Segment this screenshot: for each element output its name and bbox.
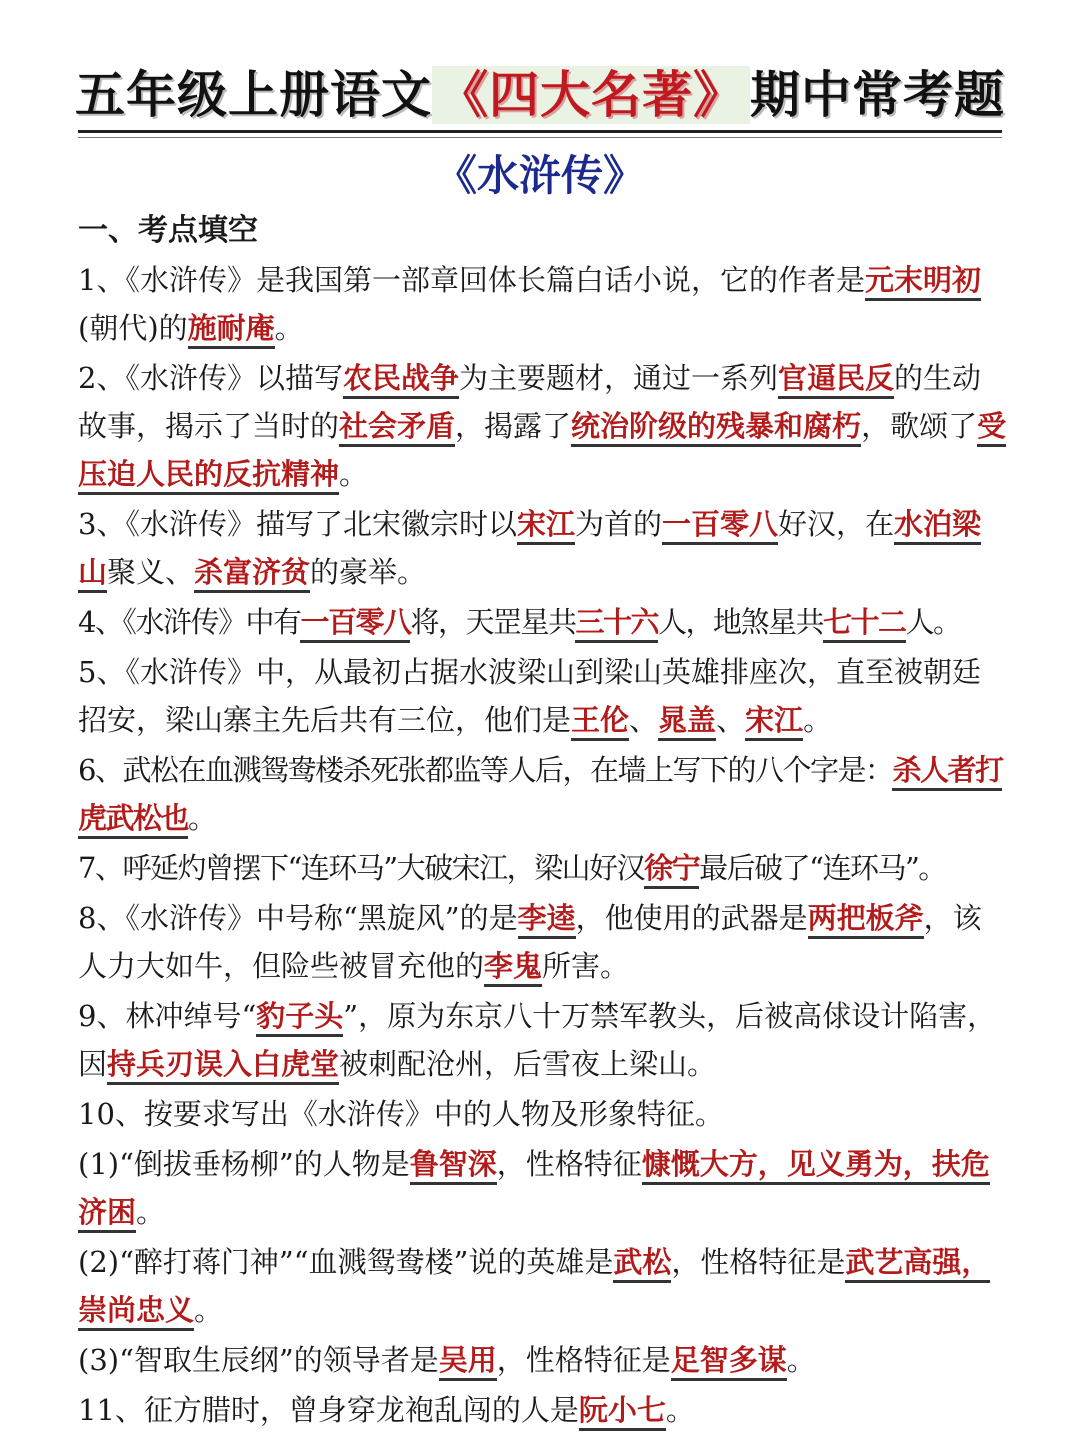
question-item (78, 354, 1008, 498)
question-text: (3)“智取生辰纲”的领导者是 (78, 1343, 439, 1377)
answer-text: 宋江 (745, 703, 803, 741)
answer-text: 统治阶级的残暴和腐朽 (571, 409, 861, 447)
question-text: 9、林冲绰号“ (78, 999, 257, 1033)
answer-text: 李逵 (518, 901, 576, 939)
question-text: 聚义、 (107, 555, 195, 589)
book-subtitle: 《水浒传》 (434, 151, 645, 200)
question-text: 。 (339, 457, 369, 491)
question-text: 。 (803, 703, 833, 737)
answer-text: 施耐庵 (188, 311, 275, 349)
question-text: 。 (665, 1393, 695, 1427)
question-text: 的豪举。 (310, 555, 427, 589)
question-text: 人。 (905, 605, 961, 639)
answer-text: 两把板斧 (808, 901, 924, 939)
question-text: 11、征方腊时，曾身穿龙袍乱闯的人是 (78, 1393, 579, 1427)
question-item (78, 844, 1008, 892)
question-text: ，该人力大如牛，但险些被冒充他的 (78, 901, 982, 983)
title-text-after: 期中常考题 (750, 66, 1005, 124)
title-underline (78, 130, 1002, 133)
question-item (78, 746, 1008, 842)
question-text: 5、《水浒传》中，从最初占据水波梁山到梁山英雄排座次，直至被朝廷招安，梁山寨主先后共有三位，他们是 (78, 655, 981, 737)
question-text: 。 (194, 1293, 224, 1327)
question-text: 8、《水浒传》中号称“黑旋风”的是 (78, 901, 518, 935)
question-item (78, 256, 1008, 352)
question-item (78, 648, 1008, 744)
answer-text: 一百零八 (662, 507, 778, 545)
answer-text: 三十六 (575, 605, 658, 643)
question-item (78, 992, 1008, 1088)
answer-text: 阮小七 (579, 1393, 666, 1431)
question-text: 、 (716, 703, 746, 737)
question-text: 10、按要求写出《水浒传》中的人物及形象特征。 (78, 1097, 724, 1131)
question-text: (1)“倒拔垂杨柳”的人物是 (78, 1147, 410, 1181)
answer-text: 武艺高强，崇尚忠义 (78, 1245, 990, 1331)
answer-text: 吴用 (439, 1343, 497, 1381)
question-text: 将，天罡星共 (410, 605, 576, 639)
answer-text: 李鬼 (484, 949, 542, 987)
section-heading: 一、考点填空 (78, 213, 258, 248)
question-text: 1、《水浒传》是我国第一部章回体长篇白话小说，它的作者是 (78, 263, 865, 297)
question-text: 。 (136, 1195, 166, 1229)
answer-text: 杀人者打虎武松也 (78, 753, 1002, 839)
answer-text: 武松 (613, 1245, 671, 1283)
question-text: 。 (786, 1343, 816, 1377)
question-text: 3、《水浒传》描写了北宋徽宗时以 (78, 507, 517, 541)
question-text: (朝代)的 (78, 311, 188, 345)
question-text: ”，原为东京八十万禁军教头，后被高俅设计陷害，因 (78, 999, 997, 1081)
title-bar (0, 60, 1080, 130)
question-text: 人，地煞星共 (658, 605, 824, 639)
question-text: 为主要题材，通过一系列 (458, 361, 778, 395)
question-text: 好汉，在 (778, 507, 895, 541)
question-item (78, 894, 1008, 990)
answer-text: 农民战争 (343, 361, 459, 399)
answer-text: 社会矛盾 (339, 409, 455, 447)
answer-text: 徐宁 (644, 851, 699, 889)
question-item (78, 500, 1008, 596)
answer-text: 官逼民反 (778, 361, 894, 399)
question-item (78, 1238, 1008, 1334)
answer-text: 七十二 (823, 605, 906, 643)
question-text: ，性格特征是 (671, 1245, 846, 1279)
title-text-before: 五年级上册语文 (75, 66, 432, 124)
question-text: (2)“醉打蒋门神”“血溅鸳鸯楼”说的英雄是 (78, 1245, 614, 1279)
question-text: 。 (188, 801, 216, 835)
title-highlight: 《四大名著》 (432, 66, 750, 124)
question-text: 、 (629, 703, 659, 737)
answer-text: 慷慨大方，见义勇为，扶危济困 (78, 1147, 990, 1233)
question-text: 4、《水浒传》中有 (78, 605, 301, 639)
answer-text: 持兵刃误入白虎堂 (107, 1047, 339, 1085)
question-list (78, 208, 1008, 1436)
answer-text: 鲁智深 (410, 1147, 497, 1185)
question-text: 被刺配沧州，后雪夜上梁山。 (339, 1047, 717, 1081)
question-text: 7、呼延灼曾摆下“连环马”大破宋江，梁山好汉 (78, 851, 645, 885)
question-text: ，性格特征 (496, 1147, 642, 1181)
answer-text: 足智多谋 (671, 1343, 787, 1381)
question-text: 为首的 (574, 507, 662, 541)
question-text: ，歌颂了 (861, 409, 978, 443)
page-title (75, 60, 1005, 130)
question-text: ，他使用的武器是 (575, 901, 808, 935)
answer-text: 王伦 (571, 703, 629, 741)
answer-text: 水泊梁山 (78, 507, 981, 593)
question-text: ，性格特征是 (496, 1343, 671, 1377)
question-text: 。 (274, 311, 304, 345)
answer-text: 豹子头 (256, 999, 343, 1037)
question-text: 2、《水浒传》以描写 (78, 361, 343, 395)
answer-text: 晁盖 (658, 703, 716, 741)
question-text: 最后破了“连环马”。 (699, 851, 946, 885)
answer-text: 受压迫人民的反抗精神 (78, 409, 1006, 495)
question-text: ，揭露了 (455, 409, 572, 443)
question-item (78, 1090, 1008, 1138)
answer-text: 宋江 (517, 507, 575, 545)
question-text: 所害。 (542, 949, 630, 983)
question-item (78, 1386, 1008, 1434)
question-text: 的生动故事，揭示了当时的 (78, 361, 982, 443)
question-item (78, 598, 1008, 646)
question-item (78, 1140, 1008, 1236)
question-text: 6、武松在血溅鸳鸯楼杀死张都监等人后，在墙上写下的八个字是： (78, 753, 893, 787)
title-underline-thin (78, 137, 1002, 138)
answer-text: 杀富济贫 (194, 555, 310, 593)
question-item (78, 1336, 1008, 1384)
answer-text: 一百零八 (300, 605, 410, 643)
answer-text: 元末明初 (865, 263, 981, 301)
items-container (78, 256, 1008, 1434)
